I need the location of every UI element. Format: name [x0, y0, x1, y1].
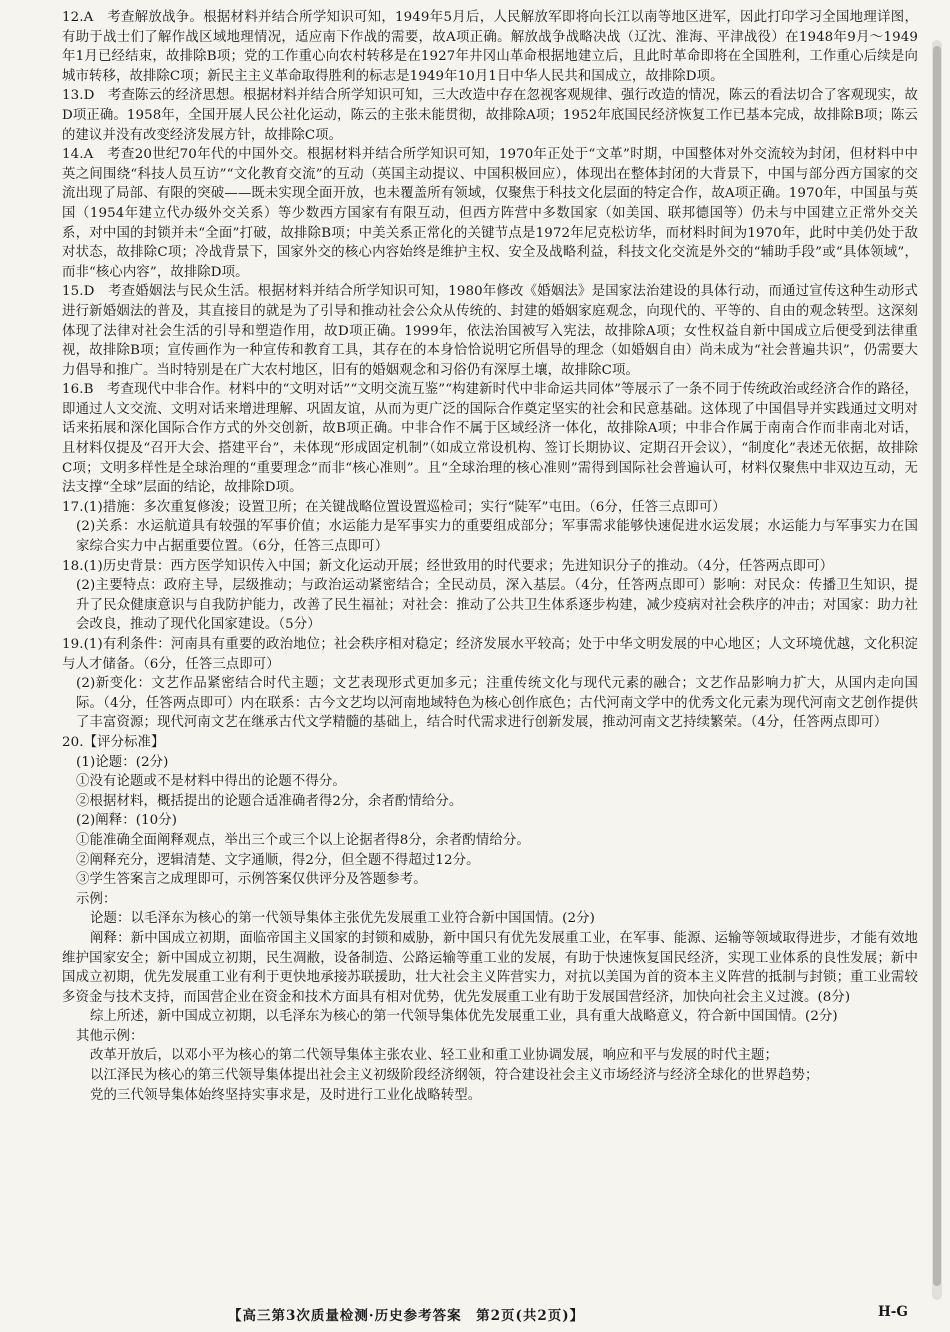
- example-thesis: 论题：以毛泽东为核心的第一代领导集体主张优先发展重工业符合新中国国情。(2分): [90, 911, 595, 927]
- answer-18-part2: (2)主要特点：政府主导，层级推动；与政治运动紧密结合；全民动员，深入基层。（4分，任答两点即可）影响：对民众：传播卫生知识，提升了民众健康意识与自我防护能力，改善了民生福祉；对社会：推动了公共卫生体系逐步构建，减少疫病对社会秩序的冲击；对国家：助力社会改良，推动了现代化国家建设。（5分）: [76, 578, 918, 633]
- scrollbar-thumb[interactable]: [933, 46, 941, 1286]
- other-example-3: 党的三代领导集体始终坚持实事求是，及时进行工业化战略转型。: [90, 1087, 482, 1103]
- other-example-2: 以江泽民为核心的第三代领导集体提出社会主义初级阶段经济纲领，符合建设社会主义市场经济与经济全球化的世界趋势；: [90, 1068, 819, 1084]
- criteria-explain-rule-3: ③学生答案言之成理即可，示例答案仅供评分及答题参考。: [76, 872, 427, 888]
- criteria-explain-rule-2: ②阐释充分，逻辑清楚、文字通顺，得2分，但全题不得超过12分。: [76, 852, 480, 868]
- criteria-thesis-rule-1: ①没有论题或不是材料中得出的论题不得分。: [76, 774, 346, 790]
- answer-15: 15.D 考查婚姻法与民众生活。根据材料并结合所学知识可知，1980年修改《婚姻法》是国家法治建设的具体行动，而通过宣传这种生动形式进行新婚姻法的普及，其直接目的就是为了引导和推动社会公众从传统的、封建的婚姻家庭观念，向现代的、平等的、自由的观念转型。这深刻体现了法律对社会生活的引导和塑造作用，故D项正确。1999年，依法治国被写入宪法，故排除A项；女性权益自新中国成立后便受到法律重视，故排除B项；宣传画作为一种宣传和教育工具，其存在的本身恰恰说明它所倡导的理念（如婚姻自由）尚未成为“社会普遍共识”，仍需要大力倡导和推广。当时特别是在广大农村地区，旧有的婚姻观念和习俗仍有深厚土壤，故排除C项。: [62, 284, 918, 378]
- answer-18-part1: 18.(1)历史背景：西方医学知识传入中国；新文化运动开展；经世致用的时代要求；先进知识分子的推动。（4分，任答两点即可）: [62, 558, 834, 574]
- answer-20-title: 20.【评分标准】: [62, 734, 165, 750]
- example-label: 示例：: [76, 891, 117, 907]
- criteria-explain-rule-1: ①能准确全面阐释观点，举出三个或三个以上论据者得8分，余者酌情给分。: [76, 832, 530, 848]
- answer-19-part2: (2)新变化：文艺作品紧密结合时代主题；文艺表现形式更加多元；注重传统文化与现代元素的融合；文艺作品影响力扩大，从国内走向国际。（4分，任答两点即可）内在联系：古今文艺均以河南地域特色为核心创作底色；古代河南文学中的优秀文化元素为现代河南文艺创作提供了丰富资源；现代河南文艺在继承古代文学精髓的基础上，结合时代需求进行创新发展，推动河南文艺持续繁荣。（4分，任答两点即可）: [76, 676, 918, 731]
- answer-17-part2: (2)关系：水运航道具有较强的军事价值；水运能力是军事实力的重要组成部分；军事需求能够快速促进水运发展；水运能力与军事实力在国家综合实力中占据重要位置。（6分，任答三点即可）: [76, 519, 918, 555]
- footer-code: H-G: [878, 1304, 908, 1320]
- example-explanation: 阐释：新中国成立初期，面临帝国主义国家的封锁和威胁，新中国只有优先发展重工业，在军事、能源、运输等领域取得进步，才能有效地维护国家安全；新中国成立初期，民生凋敝，设备制造、公路运输等重工业的发展，有助于快速恢复国民经济，实现工业体系的良性发展；新中国成立初期，优先发展重工业有利于更快地承接苏联援助，壮大社会主义阵营实力，对抗以美国为首的资本主义阵营的抵制与封锁；重工业需较多资金与技术支持，而国营企业在资金和技术方面具有相对优势，优先发展重工业有助于发展国营经济，加快向社会主义过渡。(8分): [62, 930, 918, 1005]
- criteria-thesis-rule-2: ②根据材料，概括提出的论题合适准确者得2分，余者酌情给分。: [76, 793, 463, 809]
- other-example-1: 改革开放后，以邓小平为核心的第二代领导集体主张农业、轻工业和重工业协调发展，响应和平与发展的时代主题；: [90, 1048, 779, 1064]
- answer-13: 13.D 考查陈云的经济思想。根据材料并结合所学知识可知，三大改造中存在忽视客观规律、强行改造的情况，陈云的看法切合了客观现实，故D项正确。1958年，全国开展人民公社化运动，陈云的主张未能贯彻，故排除A项；1952年底国民经济恢复工作已基本完成，故排除B项；陈云的建议并没有改变经济发展方针，故排除C项。: [62, 88, 918, 143]
- example-conclusion: 综上所述，新中国成立初期，以毛泽东为核心的第一代领导集体优先发展重工业，具有重大战略意义，符合新中国国情。(2分): [90, 1009, 838, 1025]
- criteria-thesis-heading: (1)论题：(2分): [76, 754, 169, 770]
- page-footer: 【高三第3次质量检测·历史参考答案 第2页(共2页)】: [228, 1308, 585, 1324]
- answer-14: 14.A 考查20世纪70年代的中国外交。根据材料并结合所学知识可知，1970年正处于“文革”时期，中国整体对外交流较为封闭，但材料中中英之间围绕“科技人员互访”“文化教育交流”的互动（英国主动提议、中国积极回应），体现出在整体封闭的大背景下，中国与部分西方国家的交流出现了局部、有限的突破——既未实现全面开放，也未覆盖所有领域，仅聚焦于科技文化层面的特定合作，故A项正确。1970年，中国虽与英国（1954年建立代办级外交关系）等少数西方国家有有限互动，但西方阵营中多数国家（如美国、联邦德国等）仍未与中国建立正常外交关系，对中国的封锁并未“全面”打破，故排除B项；中美关系正常化的关键节点是1972年尼克松访华，而材料时间为1970年，此时中美仍处于敌对状态，故排除C项；冷战背景下，国家外交的核心内容始终是维护主权、安全及战略利益，科技文化交流是外交的“辅助手段”或“具体领域”，而非“核心内容”，故排除D项。: [62, 147, 918, 280]
- answer-17-part1: 17.(1)措施：多次重复修浚；设置卫所；在关键战略位置设置巡检司；实行“陡军”屯田。（6分，任答三点即可）: [62, 499, 726, 515]
- answer-12: 12.A 考查解放战争。根据材料并结合所学知识可知，1949年5月后，人民解放军即将向长江以南等地区进军，因此打印学习全国地理详图，有助于战士们了解作战区域地理情况，适应南下作战的需要，故A项正确。解放战争战略决战（辽沈、淮海、平津战役）在1948年9月～1949年1月已经结束，故排除B项；党的工作重心向农村转移是在1927年井冈山革命根据地建立后，且此时革命即将在全国胜利，工作重心后续是向城市转移，故排除C项；新民主主义革命取得胜利的标志是1949年10月1日中华人民共和国成立，故排除D项。: [62, 10, 918, 84]
- answer-16: 16.B 考查现代中非合作。材料中的“文明对话”“文明交流互鉴”“构建新时代中非命运共同体”等展示了一条不同于传统政治或经济合作的路径，即通过人文交流、文明对话来增进理解、巩固友谊，从而为更广泛的国际合作奠定坚实的社会和民意基础。这体现了中国倡导并实践通过文明对话来拓展和深化国际合作方式的外交创新，故B项正确。中非合作不属于区域经济一体化，故排除A项；中非合作属于南南合作而非南北对话，且材料仅提及“召开大会、搭建平台”，未体现“形成固定机制”（如成立常设机构、签订长期协议、定期召开会议），“制度化”表述无依据，故排除C项；文明多样性是全球治理的“重要理念”而非“核心准则”。且“全球治理的核心准则”需得到国际社会普遍认可，材料仅聚焦中非双边互动，无法支撑“全球”层面的结论，故排除D项。: [62, 382, 918, 496]
- criteria-explain-heading: (2)阐释：(10分): [76, 813, 178, 829]
- answer-key-content: [62, 8, 918, 1105]
- other-examples-label: 其他示例：: [76, 1028, 144, 1044]
- answer-19-part1: 19.(1)有利条件：河南具有重要的政治地位；社会秩序相对稳定；经济发展水平较高；处于中华文明发展的中心地区；人文环境优越，文化积淀与人才储备。（6分，任答三点即可）: [62, 637, 918, 672]
- vertical-scrollbar[interactable]: [932, 40, 942, 1300]
